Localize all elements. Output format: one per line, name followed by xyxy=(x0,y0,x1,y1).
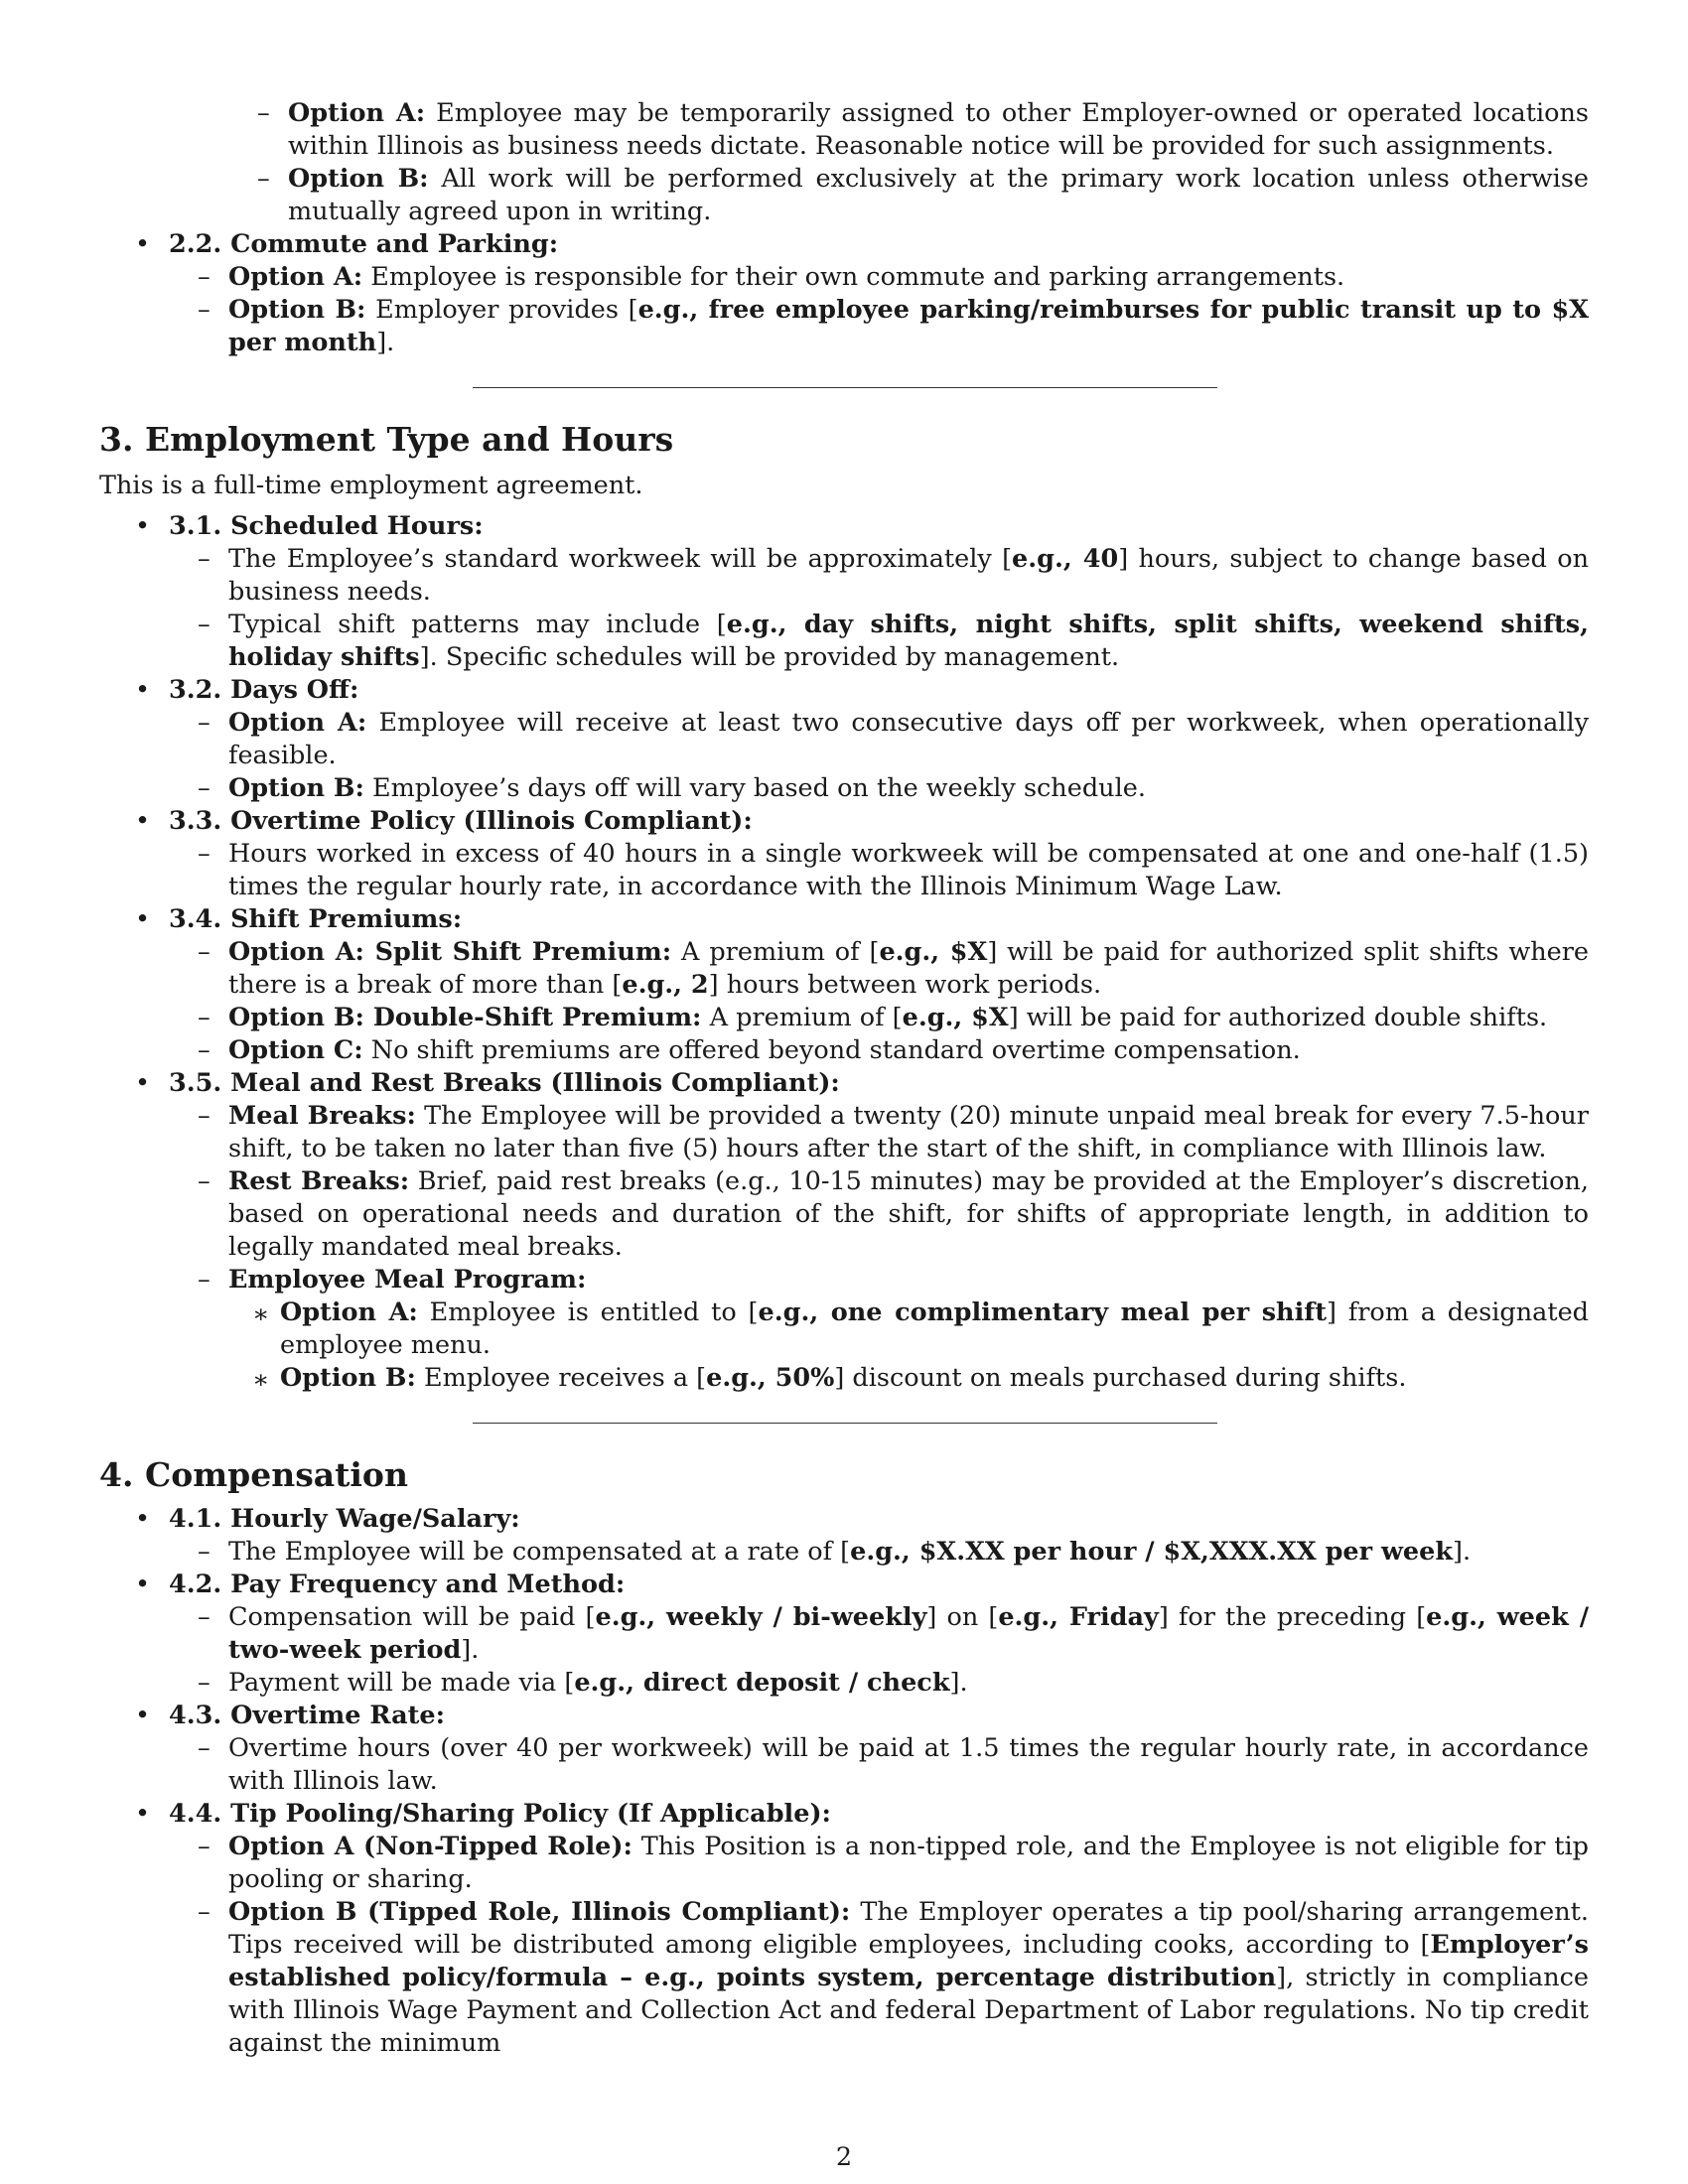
section-3-list xyxy=(99,510,1589,1395)
section-4-list xyxy=(99,1503,1589,2060)
dash-marker: – xyxy=(198,839,211,869)
bullet-marker: • xyxy=(135,806,151,836)
bullet-marker: • xyxy=(135,1068,151,1098)
list-item: – The Employee will be compensated at a rate of [e.g., $X.XX per hour / $X,XXX.XX per week]. xyxy=(198,1537,1472,1567)
bullet-marker: • xyxy=(135,904,151,934)
dash-marker: – xyxy=(198,708,211,738)
bullet-marker: • xyxy=(135,675,151,705)
bullet-marker: • xyxy=(135,511,151,541)
bullet-marker: • xyxy=(135,1570,151,1599)
bullet-marker: • xyxy=(135,229,151,259)
bullet-marker: • xyxy=(135,1701,151,1730)
dash-marker: – xyxy=(198,773,211,803)
list-item: – Option A: Employee is responsible for their own commute and parking arrangements. xyxy=(198,262,1345,292)
dash-marker: – xyxy=(198,1668,211,1698)
list-item: – Option B: All work will be performed exclusively at the primary work location unless otherwise mutually agreed upon in writing. xyxy=(257,164,1589,226)
list-item: – Employee Meal Program: ∗ Option A: Employee is entitled to [e.g., one complimentary meal per shift] from a designated employee menu. ∗ Option B: Employee receives a [e.g., 50%] discount on meals purchased during shifts. xyxy=(198,1265,1589,1395)
list-item: – Option A: Split Shift Premium: A premium of [e.g., $X] will be paid for authorized split shifts where there is a break of more than [e.g., 2] hours between work periods. xyxy=(198,937,1590,1000)
dash-marker: – xyxy=(198,295,211,325)
list-item-3-1: • 3.1. Scheduled Hours: – The Employee’s standard workweek will be approximately [e.g., 40] hours, subject to change based on business needs. – Typical shift patterns may include [e.g., day shifts, night shifts, split shifts, weekend shifts, holiday shifts]. Specific schedules will be provided by management. xyxy=(135,511,1589,672)
dash-marker: – xyxy=(198,1035,211,1065)
dash-marker: – xyxy=(198,1897,211,1927)
section-4-heading: 4. Compensation xyxy=(99,1455,408,1494)
dash-marker: – xyxy=(198,1101,211,1131)
dash-marker: – xyxy=(257,98,270,128)
list-item: – Option A: Employee may be temporarily assigned to other Employer-owned or operated locations within Illinois as business needs dictate. Reasonable notice will be provided for such assignments. xyxy=(257,98,1589,161)
bullet-marker: • xyxy=(135,1504,151,1534)
asterisk-marker: ∗ xyxy=(252,1299,270,1329)
page-number: 2 xyxy=(835,2142,853,2172)
list-item-3-4: • 3.4. Shift Premiums: – Option A: Split Shift Premium: A premium of [e.g., $X] will be paid for authorized split shifts where there is a break of more than [e.g., 2] hours between work periods. – Option B: Double-Shift Premium: A premium of [e.g., $X] will be paid for authorized double shifts. – Option C: No shift premiums are offered beyond standard overtime compensation. xyxy=(135,904,1590,1065)
section-divider xyxy=(473,387,1217,388)
list-item: – Compensation will be paid [e.g., weekly / bi-weekly] on [e.g., Friday] for the preceding [e.g., week / two-week period]. xyxy=(198,1602,1590,1665)
list-item: – Option B (Tipped Role, Illinois Compliant): The Employer operates a tip pool/sharing arrangement. Tips received will be distributed among eligible employees, including cooks, according to [Employer’s established policy/formula – e.g., points system, percentage distribution], strictly in compliance with Illinois Wage Payment and Collection Act and federal Department of Labor regulations. No tip credit against the minimum xyxy=(198,1897,1590,2058)
list-item-3-2: • 3.2. Days Off: – Option A: Employee will receive at least two consecutive days off per workweek, when operationally feasible. – Option B: Employee’s days off will vary based on the weekly schedule. xyxy=(135,675,1590,803)
dash-marker: – xyxy=(198,610,211,639)
list-item: – Payment will be made via [e.g., direct deposit / check]. xyxy=(198,1668,968,1698)
dash-marker: – xyxy=(198,1733,211,1763)
dash-marker: – xyxy=(198,937,211,967)
dash-marker: – xyxy=(198,1832,211,1861)
list-item: – Option B: Employer provides [e.g., free employee parking/reimburses for public transit up to $X per month]. xyxy=(198,295,1590,357)
section-2-1-options xyxy=(228,97,1589,228)
dash-marker: – xyxy=(198,1537,211,1567)
section-3-heading: 3. Employment Type and Hours xyxy=(99,420,674,459)
list-item: – Option A: Employee will receive at least two consecutive days off per workweek, when operationally feasible. xyxy=(198,708,1590,770)
list-item-3-3: • 3.3. Overtime Policy (Illinois Compliant): – Hours worked in excess of 40 hours in a single workweek will be compensated at one and one-half (1.5) times the regular hourly rate, in accordance with the Illinois Minimum Wage Law. xyxy=(135,806,1589,901)
list-item: – The Employee’s standard workweek will be approximately [e.g., 40] hours, subject to change based on business needs. xyxy=(198,544,1589,607)
list-item-2-2: • 2.2. Commute and Parking: – Option A: Employee is responsible for their own commute and parking arrangements. – Option B: Employer provides [e.g., free employee parking/reimburses for public transit up to $X per month]. xyxy=(135,229,1590,357)
dash-marker: – xyxy=(198,262,211,292)
dash-marker: – xyxy=(198,1003,211,1032)
dash-marker: – xyxy=(198,1265,211,1295)
list-item: – Option C: No shift premiums are offered beyond standard overtime compensation. xyxy=(198,1035,1301,1065)
bullet-marker: • xyxy=(135,1799,151,1829)
list-item: – Hours worked in excess of 40 hours in a single workweek will be compensated at one and one-half (1.5) times the regular hourly rate, in accordance with the Illinois Minimum Wage Law. xyxy=(198,839,1589,901)
dash-marker: – xyxy=(198,1166,211,1196)
list-item-4-3: • 4.3. Overtime Rate: – Overtime hours (over 40 per workweek) will be paid at 1.5 times the regular hourly rate, in accordance with Illinois law. xyxy=(135,1701,1589,1796)
list-item-4-1: • 4.1. Hourly Wage/Salary: – The Employee will be compensated at a rate of [e.g., $X.XX per hour / $X,XXX.XX per week]. xyxy=(99,1503,1589,1569)
dash-marker: – xyxy=(198,544,211,574)
section-2-list xyxy=(99,228,1589,359)
list-item-3-5: • 3.5. Meal and Rest Breaks (Illinois Compliant): – Meal Breaks: The Employee will be provided a twenty (20) minute unpaid meal break for every 7.5-hour shift, to be taken no later than five (5) hours after the start of the shift, in compliance with Illinois law. – Rest Breaks: Brief, paid rest breaks (e.g., 10-15 minutes) may be provided at the Employer’s discretion, based on operational needs and duration of the shift, for shifts of appropriate length, in addition to legally mandated meal breaks. – Employee Meal Program: ∗ Option A: Employee is entitled to [e.g., one complimentary meal per shift] from a designated employee menu. ∗ Option B: Employee receives a [e.g., 50%] discount on meals purchased during shifts. xyxy=(135,1068,1590,1395)
list-item: – Option B: Employee’s days off will vary based on the weekly schedule. xyxy=(198,773,1146,803)
list-item-4-4: • 4.4. Tip Pooling/Sharing Policy (If Applicable): – Option A (Non-Tipped Role): This Position is a non-tipped role, and the Employee is not eligible for tip pooling or sharing. – Option B (Tipped Role, Illinois Compliant): The Employer operates a tip pool/sharing arrangement. Tips received will be distributed among eligible employees, including cooks, according to [Employer’s established policy/formula – e.g., points system, percentage distribution], strictly in compliance with Illinois Wage Payment and Collection Act and federal Department of Labor regulations. No tip credit against the minimum xyxy=(135,1799,1590,2058)
list-item: ∗ Option A: Employee is entitled to [e.g., one complimentary meal per shift] from a designated employee menu. xyxy=(252,1297,1589,1360)
dash-marker: – xyxy=(257,164,270,194)
list-item: – Typical shift patterns may include [e.g., day shifts, night shifts, split shifts, weekend shifts, holiday shifts]. Specific schedules will be provided by management. xyxy=(198,610,1589,672)
list-item: – Option A (Non-Tipped Role): This Position is a non-tipped role, and the Employee is not eligible for tip pooling or sharing. xyxy=(198,1832,1589,1894)
page-content xyxy=(99,97,1589,2060)
list-item: – Meal Breaks: The Employee will be provided a twenty (20) minute unpaid meal break for every 7.5-hour shift, to be taken no later than five (5) hours after the start of the shift, in compliance with Illinois law. xyxy=(198,1101,1589,1163)
list-item-4-2: • 4.2. Pay Frequency and Method: – Compensation will be paid [e.g., weekly / bi-weekly] on [e.g., Friday] for the preceding [e.g., week / two-week period]. – Payment will be made via [e.g., direct deposit / check]. xyxy=(135,1570,1590,1698)
section-divider xyxy=(473,1423,1217,1424)
dash-marker: – xyxy=(198,1602,211,1632)
asterisk-marker: ∗ xyxy=(252,1365,270,1395)
list-item: – Overtime hours (over 40 per workweek) will be paid at 1.5 times the regular hourly rate, in accordance with Illinois law. xyxy=(198,1733,1589,1796)
section-3-intro: This is a full-time employment agreement. xyxy=(99,471,643,500)
list-item: – Rest Breaks: Brief, paid rest breaks (e.g., 10-15 minutes) may be provided at the Employer’s discretion, based on operational needs and duration of the shift, for shifts of appropriate length, in addition to legally mandated meal breaks. xyxy=(198,1166,1590,1262)
list-item: – Option B: Double-Shift Premium: A premium of [e.g., $X] will be paid for authorized double shifts. xyxy=(198,1003,1548,1032)
list-item: ∗ Option B: Employee receives a [e.g., 50%] discount on meals purchased during shifts. xyxy=(252,1363,1407,1395)
